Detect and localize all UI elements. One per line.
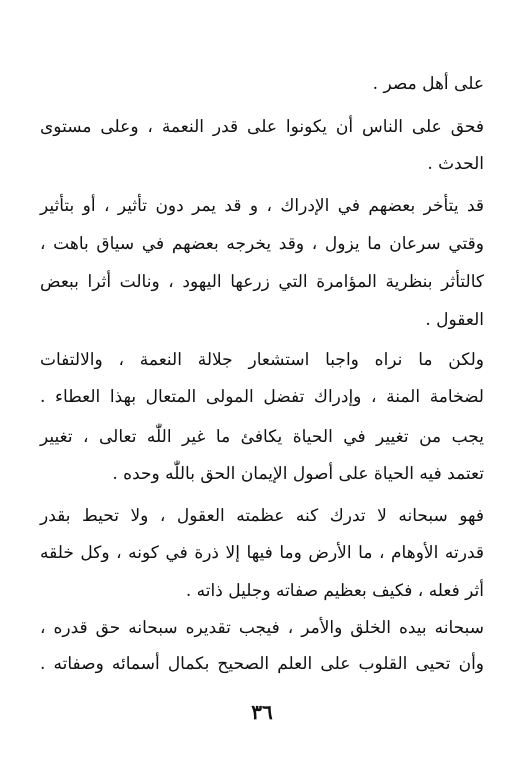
text-line-5: وقتي سرعان ما يزول ، وقد يخرجه بعضهم في سياق باهت ، (40, 234, 484, 254)
text-line-9: لضخامة المنة ، وإدراك تفضل المولى المتعال بهذا العطاء . (40, 387, 484, 407)
text-line-1: على أهل مصر . (372, 74, 484, 94)
text-line-8: ولكن ما نراه واجبا استشعار جلالة النعمة ، والالتفات (40, 350, 484, 370)
text-line-13: قدرته الأوهام ، ما الأرض وما فيها إلا ذرة في كونه ، وكل خلقه (40, 543, 484, 563)
text-line-6: كالتأثر بنظرية المؤامرة التي زرعها اليهود ، ونالت أثرا ببعض (40, 272, 484, 292)
page-number: ٣٦ (251, 700, 273, 724)
text-line-15: سبحانه بيده الخلق والأمر ، فيجب تقديره سبحانه حق قدره ، (40, 618, 484, 638)
text-line-4: قد يتأخر بعضهم في الإدراك ، و قد يمر دون تأثير ، أو بتأثير (40, 196, 484, 216)
text-line-3: الحدث . (427, 154, 484, 174)
text-line-12: فهو سبحانه لا تدرك كنه عظمته العقول ، ولا تحيط بقدر (40, 506, 484, 526)
text-line-2: فحق على الناس أن يكونوا على قدر النعمة ، وعلى مستوى (40, 117, 484, 137)
text-line-10: يجب من تغيير في الحياة يكافئ ما غير اللّٰه تعالى ، تغيير (40, 427, 484, 447)
text-line-14: أثر فعله ، فكيف بعظيم صفاته وجليل ذاته . (185, 581, 484, 601)
text-line-11: تعتمد فيه الحياة على أصول الإيمان الحق باللّٰه وحده . (112, 464, 484, 484)
text-line-16: وأن تحيى القلوب على العلم الصحيح بكمال أسمائه وصفاته . (40, 654, 484, 674)
text-line-7: العقول . (425, 310, 484, 330)
